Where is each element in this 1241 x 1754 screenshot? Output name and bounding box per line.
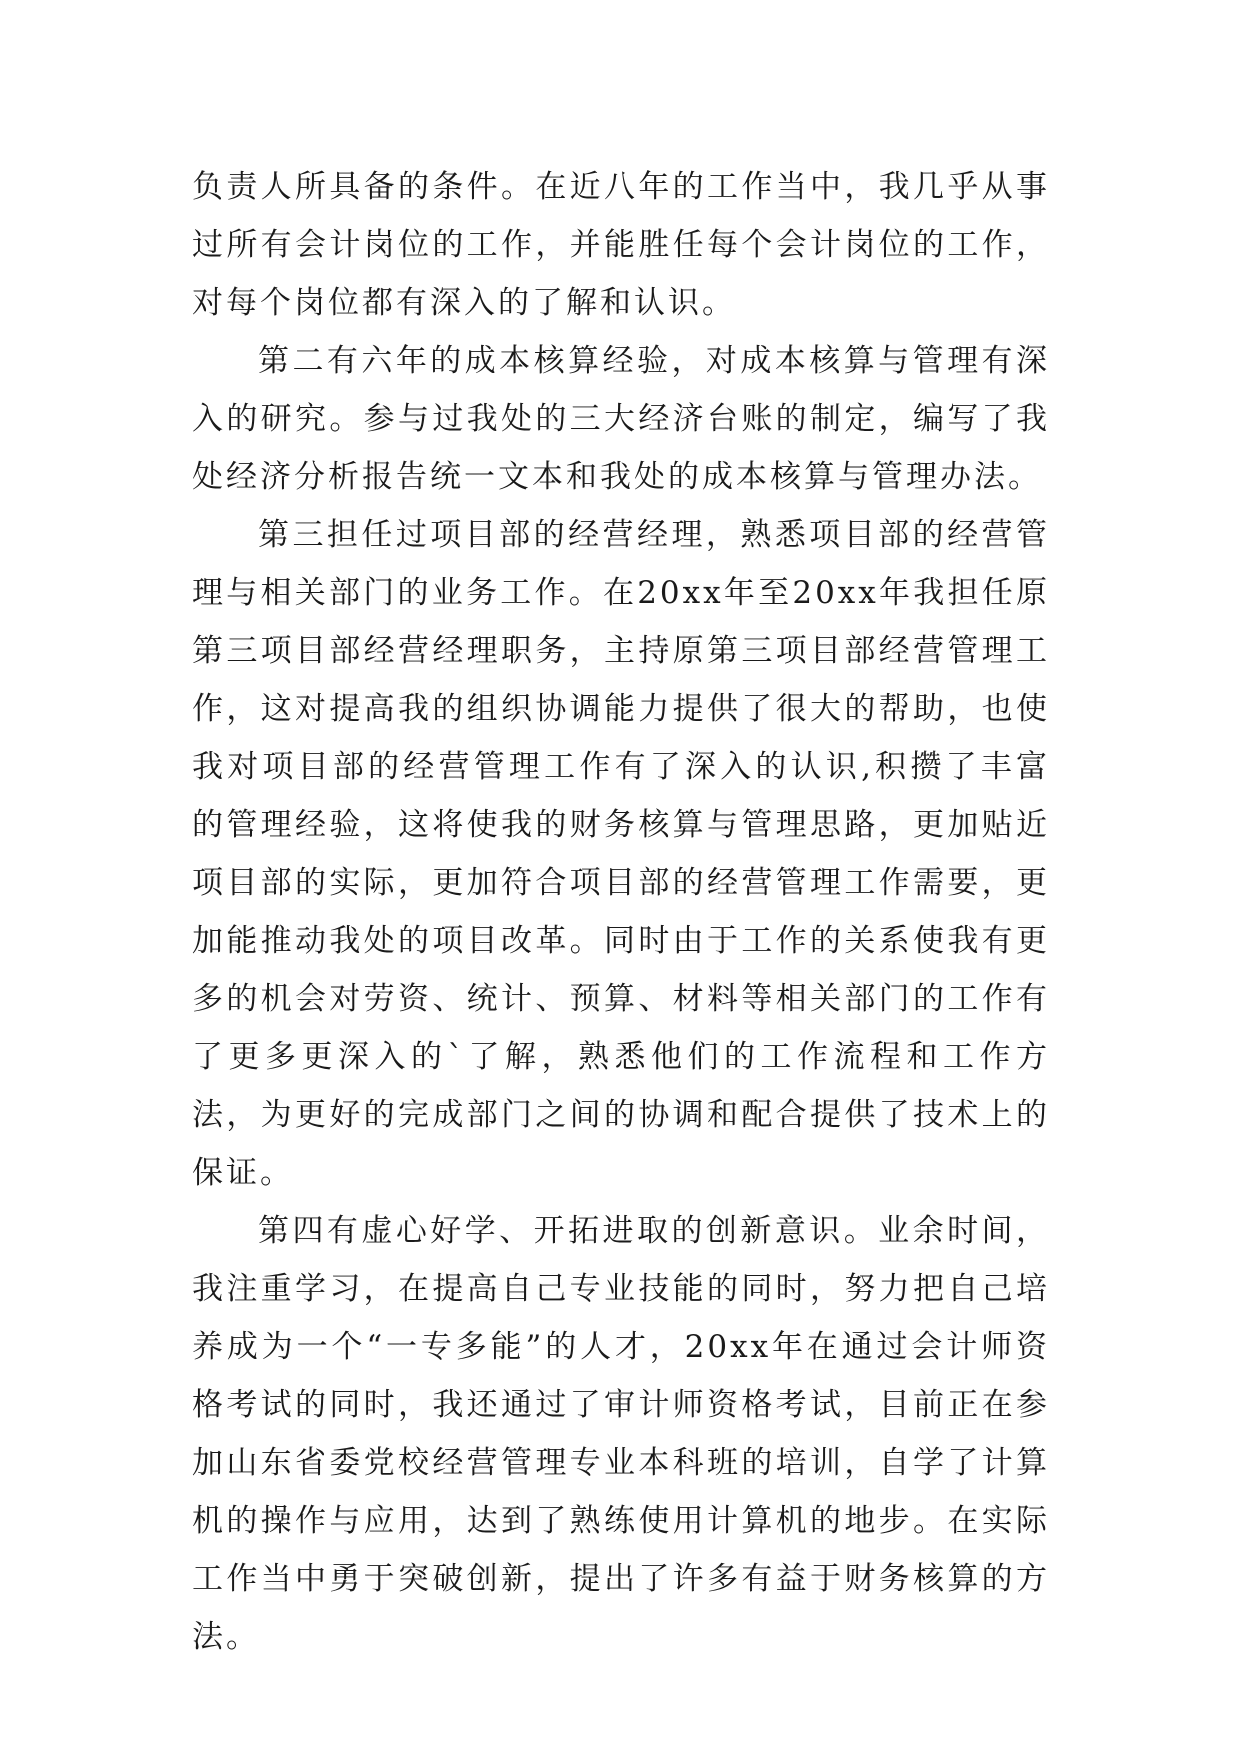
paragraph-3: 第三担任过项目部的经营经理，熟悉项目部的经营管理与相关部门的业务工作。在20xx年至20xx年我担任原第三项目部经营经理职务，主持原第三项目部经营管理工作，这对提高我的组织协调能力提供了很大的帮助，也使我对项目部的经营管理工作有了深入的认识,积攒了丰富的管理经验，这将使我的财务核算与管理思路，更加贴近项目部的实际，更加符合项目部的经营管理工作需要，更加能推动我处的项目改革。同时由于工作的关系使我有更多的机会对劳资、统计、预算、材料等相关部门的工作有了更多更深入的`了解，熟悉他们的工作流程和工作方法，为更好的完成部门之间的协调和配合提供了技术上的保证。 xyxy=(192,517,1050,1191)
paragraph-4: 第四有虚心好学、开拓进取的创新意识。业余时间，我注重学习，在提高自己专业技能的同时，努力把自己培养成为一个“一专多能”的人才，20xx年在通过会计师资格考试的同时，我还通过了审计师资格考试，目前正在参加山东省委党校经营管理专业本科班的培训，自学了计算机的操作与应用，达到了熟练使用计算机的地步。在实际工作当中勇于突破创新，提出了许多有益于财务核算的方法。 xyxy=(192,1213,1050,1655)
paragraph-1: 负责人所具备的条件。在近八年的工作当中，我几乎从事过所有会计岗位的工作，并能胜任每个会计岗位的工作，对每个岗位都有深入的了解和认识。 xyxy=(192,169,1050,321)
document-body xyxy=(192,158,1050,1666)
paragraph-2: 第二有六年的成本核算经验，对成本核算与管理有深入的研究。参与过我处的三大经济台账的制定，编写了我处经济分析报告统一文本和我处的成本核算与管理办法。 xyxy=(192,343,1050,495)
